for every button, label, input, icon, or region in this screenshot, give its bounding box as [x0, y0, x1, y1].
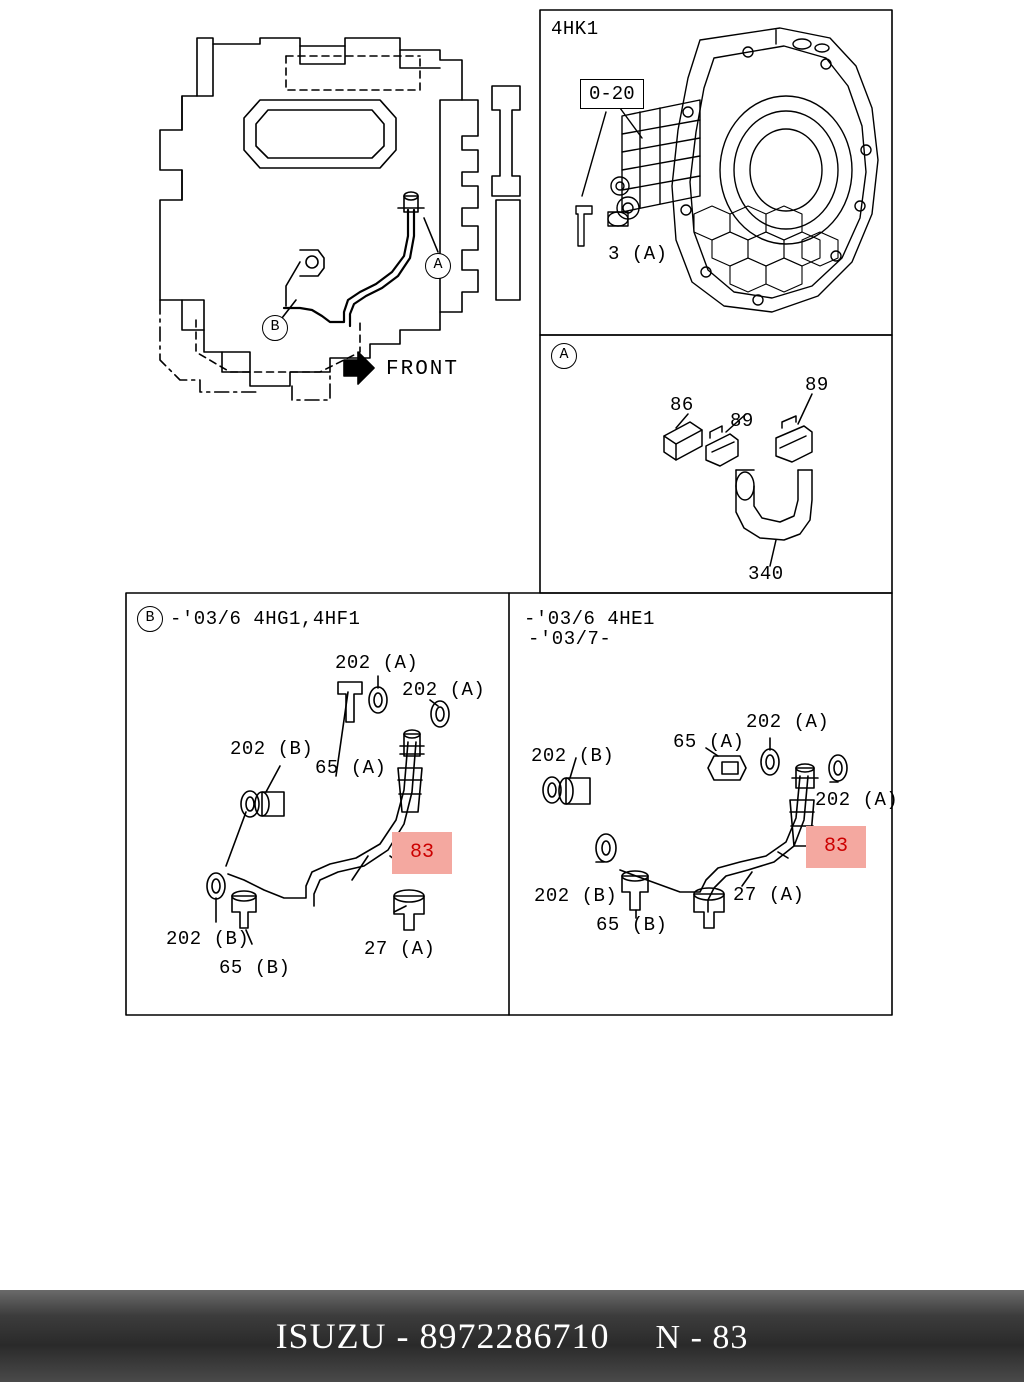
detail-b-right-title-line2: -'03/7-	[528, 628, 612, 650]
part-ref-65a-right: 65 (A)	[673, 731, 745, 753]
part-ref-27a-right: 27 (A)	[733, 884, 805, 906]
part-ref-86: 86	[670, 394, 694, 416]
part-ref-202b-3: 202 (B)	[531, 745, 615, 767]
torque-spec-box: 0-20	[580, 79, 644, 109]
part-ref-65b: 65 (B)	[219, 957, 291, 979]
part-ref-202b-4: 202 (B)	[534, 885, 618, 907]
part-ref-202b-1: 202 (B)	[230, 738, 314, 760]
part-ref-3a: 3 (A)	[608, 243, 668, 265]
part-ref-202b-2: 202 (B)	[166, 928, 250, 950]
detail-b-left-title: -'03/6 4HG1,4HF1	[170, 608, 361, 630]
part-ref-65a: 65 (A)	[315, 757, 387, 779]
callout-a-overview: A	[425, 253, 451, 279]
callout-b-detail: B	[137, 606, 163, 632]
flywheel-housing-title: 4HK1	[551, 18, 599, 40]
footer-page-reference: N - 83	[655, 1319, 749, 1356]
part-ref-89-right: 89	[805, 374, 829, 396]
callout-a-detail: A	[551, 343, 577, 369]
front-direction-label: FRONT	[386, 358, 460, 381]
highlight-part-83-right: 83	[806, 826, 866, 868]
part-ref-202a-3: 202 (A)	[746, 711, 830, 733]
detail-b-right-title-line1: -'03/6 4HE1	[524, 608, 655, 630]
part-ref-202a-4: 202 (A)	[815, 789, 899, 811]
flywheel-housing-frame	[540, 10, 892, 335]
part-ref-27a-left: 27 (A)	[364, 938, 436, 960]
part-ref-65b-right: 65 (B)	[596, 914, 668, 936]
part-ref-89-left: 89	[730, 410, 754, 432]
footer-part-number: ISUZU - 8972286710	[275, 1316, 610, 1356]
part-ref-202a-2: 202 (A)	[402, 679, 486, 701]
footer-content	[276, 1315, 749, 1357]
callout-b-overview: B	[262, 315, 288, 341]
highlight-part-83-left: 83	[392, 832, 452, 874]
footer-bar	[0, 1290, 1024, 1382]
part-ref-202a-1: 202 (A)	[335, 652, 419, 674]
part-ref-340: 340	[748, 563, 784, 585]
